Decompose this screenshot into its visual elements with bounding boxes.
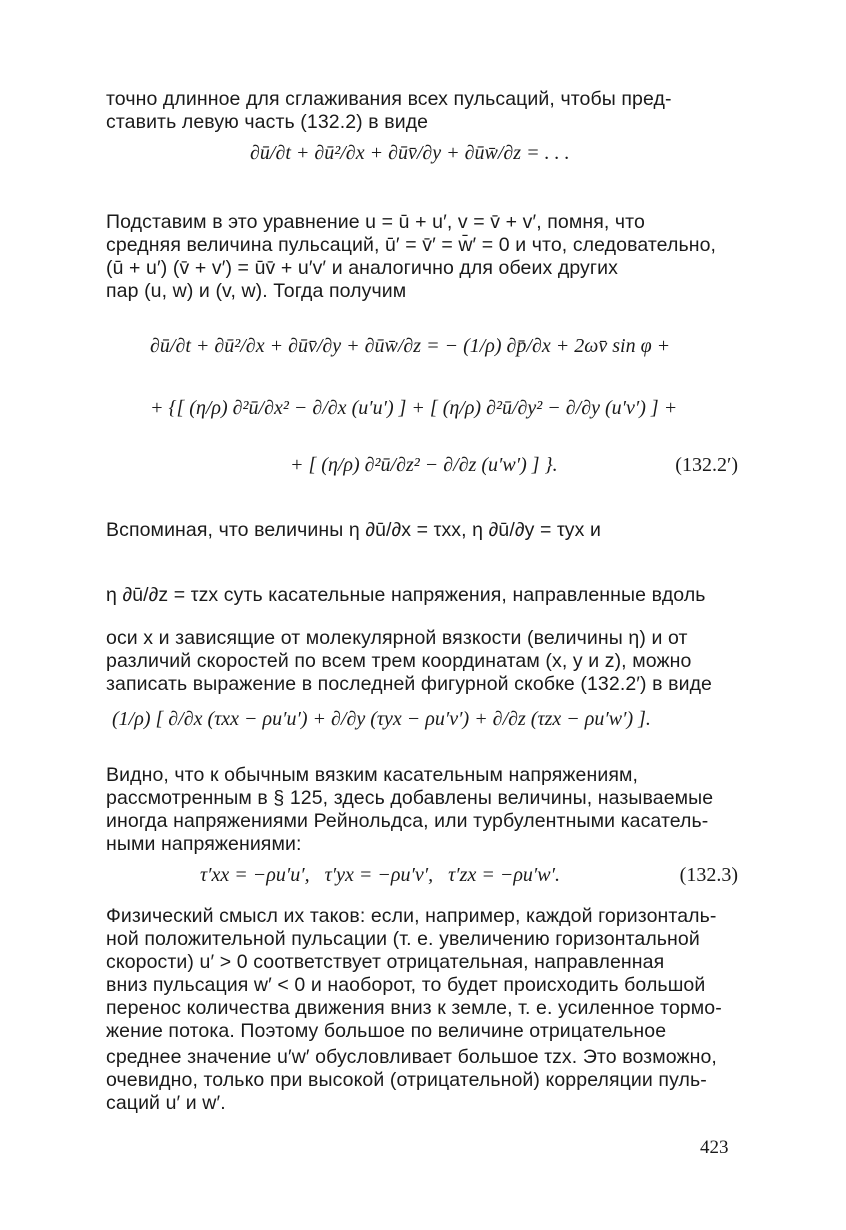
paragraph-intro: точно длинное для сглаживания всех пульсаций, чтобы пред- ставить левую часть (132.2) в виде	[106, 88, 672, 133]
paragraph-tangential-stresses: η ∂ū/∂z = τzx суть касательные напряжения, направленные вдоль	[106, 584, 706, 606]
equation-reynolds-line-1: ∂ū/∂t + ∂ū²/∂x + ∂ūv̄/∂y + ∂ūw̄/∂z = − (1/ρ) ∂p̄/∂x + 2ωv̄ sin φ +	[150, 335, 671, 357]
equation-averaged-lhs: ∂ū/∂t + ∂ū²/∂x + ∂ūv̄/∂y + ∂ūw̄/∂z = . . .	[250, 142, 570, 164]
paragraph-recall-stresses: Вспоминая, что величины η ∂ū/∂x = τxx, η ∂ū/∂y = τyx и	[106, 519, 601, 541]
equation-reynolds-stresses: τ′xx = −ρu′u′, τ′yx = −ρu′v′, τ′zx = −ρu′w′.	[200, 864, 561, 886]
paragraph-correlation: среднее значение u′w′ обусловливает большое τzx. Это возможно, очевидно, только при высокой (отрицательной) корреляции пуль- саций u′ и w′.	[106, 1046, 717, 1114]
paragraph-physical-meaning: Физический смысл их таков: если, например, каждой горизонталь- ной положительной пульсации (т. е. увеличению горизонтальной скорости) u′ > 0 соответствует отрицательная, направленная вниз пульсация w′ < 0 и наоборот, то будет происходить большой перенос количества движения вниз к земле, т. е. усиленное тормо- жение потока. Поэтому большое по величине отрицательное	[106, 905, 722, 1042]
equation-number-132-2-prime: (132.2′)	[675, 454, 738, 476]
equation-reynolds-line-3: + [ (η/ρ) ∂²ū/∂z² − ∂/∂z (u′w′) ] }.	[290, 454, 558, 476]
page-number: 423	[700, 1137, 729, 1158]
paragraph-molecular-viscosity: оси x и зависящие от молекулярной вязкости (величины η) и от различий скоростей по всем трем координатам (x, y и z), можно записать выражение в последней фигурной скобке (132.2′) в виде	[106, 627, 713, 695]
equation-curly-bracket-form: (1/ρ) [ ∂/∂x (τxx − ρu′u′) + ∂/∂y (τyx − ρu′v′) + ∂/∂z (τzx − ρu′w′) ].	[112, 708, 651, 730]
equation-reynolds-line-2: + {[ (η/ρ) ∂²ū/∂x² − ∂/∂x (u′u′) ] + [ (η/ρ) ∂²ū/∂y² − ∂/∂y (u′v′) ] +	[150, 397, 678, 419]
paragraph-substitution: Подставим в это уравнение u = ū + u′, v = v̄ + v′, помня, что средняя величина пульсаций, ū′ = v̄′ = w̄′ = 0 и что, следовательно, (ū + u′) (v̄ + v′) = ūv̄ + u′v′ и аналогично для обеих других пар (u, w) и (v, w). Тогда получим	[106, 211, 717, 302]
paragraph-reynolds-stresses: Видно, что к обычным вязким касательным напряжениям, рассмотренным в § 125, здесь добавлены величины, называемые иногда напряжениями Рейнольдса, или турбулентными касатель- ными напряжениями:	[106, 764, 714, 855]
equation-number-132-3: (132.3)	[679, 864, 738, 886]
